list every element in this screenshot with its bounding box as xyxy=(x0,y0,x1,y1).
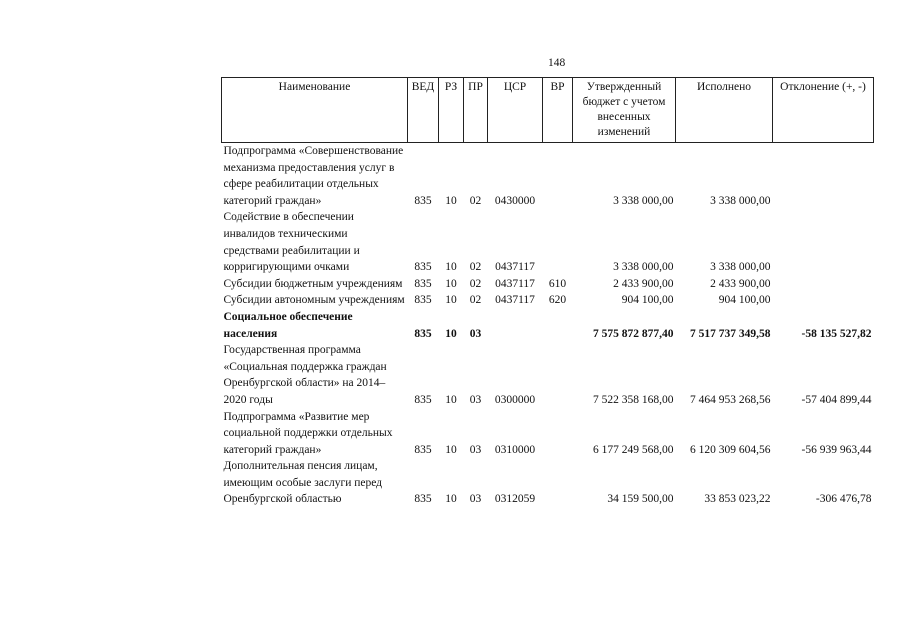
row-executed: 6 120 309 604,56 xyxy=(690,443,771,456)
table-row xyxy=(222,458,874,508)
row-approved: 904 100,00 xyxy=(621,294,674,307)
row-ved: 835 xyxy=(414,194,432,207)
row-ved: 835 xyxy=(414,443,432,456)
row-vr: 620 xyxy=(548,294,567,307)
row-deviation: -306 476,78 xyxy=(815,493,872,506)
header-deviation: Отклонение (+, -) xyxy=(773,78,874,143)
row-rz: 10 xyxy=(445,261,457,274)
row-ved: 835 xyxy=(414,261,432,274)
table-row xyxy=(222,276,874,293)
header-ved: ВЕД xyxy=(408,78,439,143)
row-name: Субсидии бюджетным учреждениям xyxy=(223,277,403,290)
row-deviation: -58 135 527,82 xyxy=(801,327,872,340)
row-pr: 03 xyxy=(469,443,482,456)
row-name: Социальное обеспечение населения xyxy=(223,310,353,340)
row-approved: 2 433 900,00 xyxy=(613,277,674,290)
row-ved: 835 xyxy=(414,393,432,406)
budget-table xyxy=(221,77,874,508)
header-vr: ВР xyxy=(543,78,573,143)
row-name: Подпрограмма «Развитие мер социальной поддержки отдельных категорий граждан» xyxy=(223,410,393,456)
row-pr: 03 xyxy=(469,393,482,406)
row-csr: 0310000 xyxy=(494,443,536,456)
header-executed: Исполнено xyxy=(676,78,773,143)
row-csr: 0437117 xyxy=(495,277,535,290)
header-approved: Утвержденный бюджет с учетом внесенных изменений xyxy=(573,78,676,143)
row-deviation xyxy=(773,292,874,309)
row-approved: 6 177 249 568,00 xyxy=(593,443,674,456)
row-deviation: -56 939 963,44 xyxy=(801,443,872,456)
row-pr: 02 xyxy=(469,294,482,307)
row-executed: 7 517 737 349,58 xyxy=(690,327,771,340)
row-ved: 835 xyxy=(414,493,432,506)
row-csr xyxy=(488,309,543,342)
row-executed: 2 433 900,00 xyxy=(710,277,771,290)
row-ved: 835 xyxy=(414,294,432,307)
row-pr: 03 xyxy=(469,327,482,340)
row-csr: 0430000 xyxy=(494,194,536,207)
row-executed: 3 338 000,00 xyxy=(710,194,771,207)
header-csr: ЦСР xyxy=(488,78,543,143)
row-approved: 3 338 000,00 xyxy=(613,261,674,274)
row-name: Субсидии автономным учреждениям xyxy=(223,294,405,307)
table-row xyxy=(222,143,874,210)
row-approved: 7 522 358 168,00 xyxy=(593,393,674,406)
row-vr xyxy=(543,342,573,408)
row-approved: 3 338 000,00 xyxy=(613,194,674,207)
row-executed: 33 853 023,22 xyxy=(704,493,771,506)
row-pr: 02 xyxy=(469,194,482,207)
row-name: Подпрограмма «Совершенствование механизма предоставления услуг в сфере реабилитации отдельных категорий граждан» xyxy=(223,145,404,207)
row-vr xyxy=(543,309,573,342)
row-name: Государственная программа «Социальная поддержка граждан Оренбургской области» на 2014–2020 годы xyxy=(223,344,387,406)
row-deviation: -57 404 899,44 xyxy=(801,393,872,406)
row-vr xyxy=(543,143,573,210)
row-pr: 03 xyxy=(469,493,482,506)
row-csr: 0437117 xyxy=(495,294,535,307)
row-rz: 10 xyxy=(445,493,457,506)
row-vr: 610 xyxy=(548,277,567,290)
header-name: Наименование xyxy=(222,78,408,143)
row-vr xyxy=(543,458,573,508)
row-executed: 3 338 000,00 xyxy=(710,261,771,274)
row-rz: 10 xyxy=(445,277,457,290)
row-ved: 835 xyxy=(414,327,432,340)
table-row xyxy=(222,292,874,309)
row-vr xyxy=(543,209,573,275)
table-row xyxy=(222,342,874,408)
row-csr: 0312059 xyxy=(494,493,536,506)
row-approved: 7 575 872 877,40 xyxy=(593,327,674,340)
row-deviation xyxy=(773,276,874,293)
row-ved: 835 xyxy=(414,277,432,290)
row-rz: 10 xyxy=(445,294,457,307)
row-csr: 0437117 xyxy=(495,261,535,274)
row-rz: 10 xyxy=(445,194,457,207)
row-executed: 904 100,00 xyxy=(718,294,771,307)
row-pr: 02 xyxy=(469,277,482,290)
table-row xyxy=(222,209,874,275)
row-rz: 10 xyxy=(445,393,457,406)
table-body xyxy=(222,143,874,509)
row-name: Содействие в обеспечении инвалидов техническими средствами реабилитации и корригирующими очками xyxy=(223,211,360,274)
row-executed: 7 464 953 268,56 xyxy=(690,393,771,406)
row-rz: 10 xyxy=(445,327,457,340)
table-row xyxy=(222,309,874,342)
table-row xyxy=(222,409,874,459)
row-vr xyxy=(543,409,573,459)
row-pr: 02 xyxy=(469,261,482,274)
header-rz: РЗ xyxy=(439,78,464,143)
page-number: 148 xyxy=(548,57,566,69)
row-deviation xyxy=(773,209,874,275)
table-header xyxy=(222,78,874,143)
row-approved: 34 159 500,00 xyxy=(607,493,674,506)
header-pr: ПР xyxy=(464,78,488,143)
row-rz: 10 xyxy=(445,443,457,456)
row-deviation xyxy=(773,143,874,210)
row-csr: 0300000 xyxy=(494,393,536,406)
row-name: Дополнительная пенсия лицам, имеющим особые заслуги перед Оренбургской областью xyxy=(223,460,383,506)
